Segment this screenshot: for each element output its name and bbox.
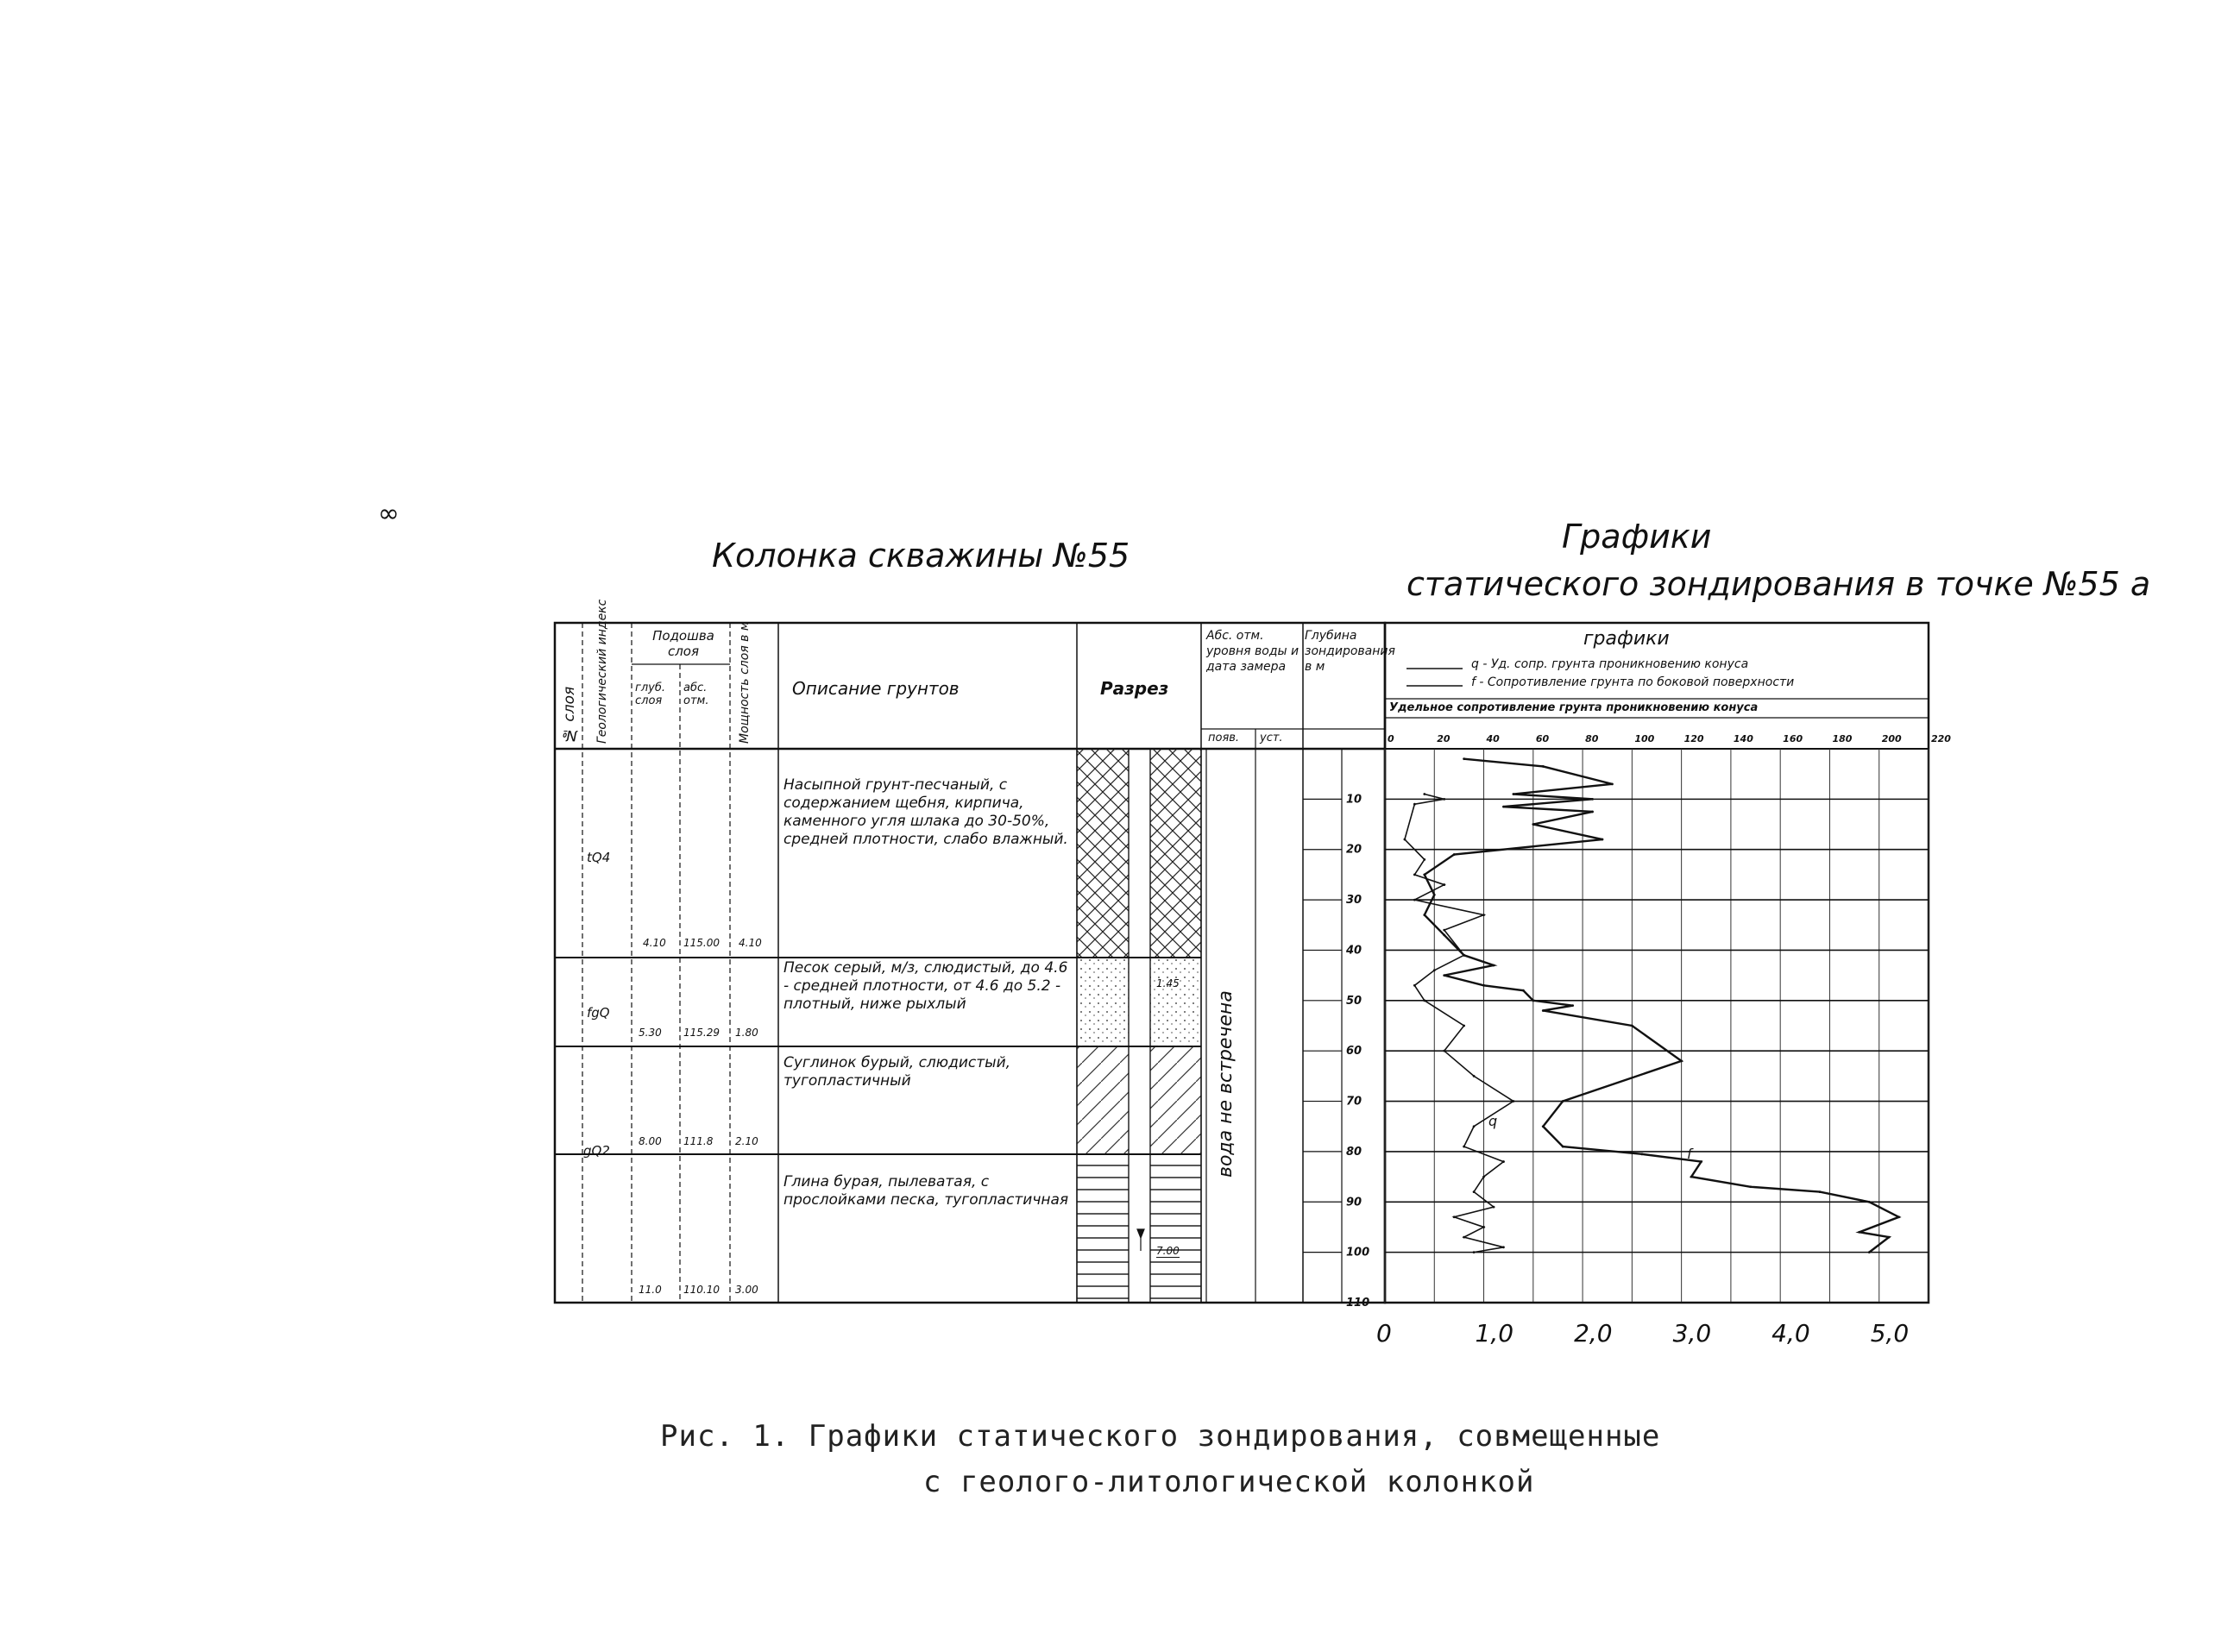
series-q-point-24 [1562,1100,1564,1102]
layer-2-thickness: 1.80 [735,1027,758,1039]
series-q-point-18 [1522,989,1525,992]
layer-1-index: tQ4 [587,850,611,865]
layer-3-description: Суглинок бурый, слюдистый, тугопластичный [783,1054,1011,1090]
depth-tick-10: 110 [1346,1297,1370,1310]
legend-label-f: f - Сопротивление грунта по боковой поверхности [1471,675,1795,689]
top-axis-label: Удельное сопротивление грунта проникновению конуса [1389,701,1759,714]
series-q-point-30 [1749,1185,1752,1188]
series-q-point-23 [1680,1059,1683,1062]
depth-tick-6: 70 [1346,1095,1362,1109]
layer-1-thickness: 4.10 [739,937,762,949]
layer-3-depth: 8.00 [639,1135,662,1147]
bottom-tick-1: 1,0 [1475,1319,1514,1347]
layer-2-description: Песок серый, м/з, слюдистый, до 4.6 - средней плотности, от 4.6 до 5.2 - плотный, ниже рыхлый [783,959,1068,1013]
header-water-sub-2: уст. [1260,732,1283,744]
series-f-point-26 [1463,1236,1465,1239]
series-f-point-22 [1473,1190,1476,1193]
depth-tick-9: 100 [1346,1246,1370,1259]
legend-symbol-q: q [1471,657,1479,671]
layer-3-abs: 111.8 [683,1135,714,1147]
series-q-point-11 [1433,894,1436,896]
charts-title-line-1: Графики [1562,518,1712,556]
legend-label-q: q - Уд. сопр. грунта проникновению конуса [1471,657,1749,671]
layer-3-index: gQ2 [583,1143,610,1159]
layer-4-description: Глина бурая, пылеватая, с прослойками песка, тугопластичная [783,1173,1069,1209]
legend-text-f: Сопротивление грунта по боковой поверхности [1487,675,1795,689]
series-q-point-31 [1819,1190,1822,1193]
series-q-point-7 [1532,823,1534,826]
layer-2-abs: 115.29 [683,1027,720,1039]
series-f-point-18 [1473,1125,1476,1128]
series-q-point-32 [1868,1201,1871,1203]
section-mark-1: 1.45 [1156,977,1180,989]
series-q-point-22 [1631,1025,1633,1027]
q-curve-label: q [1488,1113,1498,1129]
series-f-point-4 [1423,858,1425,861]
layer-1-description: Насыпной грунт-песчаный, с содержанием щебня, кирпича, каменного угля шлака до 30-50%, средней плотности, слабо влажный. [783,776,1068,848]
layer-3-thickness: 2.10 [735,1135,758,1147]
water-note: вода не встречена [1215,990,1237,1178]
series-q-point-26 [1562,1146,1564,1148]
series-q-point-3 [1513,793,1515,795]
chart-ticks [1345,733,1951,1347]
layer-2-index: fgQ [587,1005,610,1021]
series-f-point-14 [1463,1025,1465,1027]
depth-tick-2: 30 [1346,894,1362,908]
series-f-point-8 [1482,914,1485,916]
top-tick-8: 160 [1783,733,1803,744]
series-f-point-9 [1443,929,1445,932]
series-f-point-28 [1473,1251,1476,1253]
top-tick-10: 200 [1881,733,1902,744]
series-f-point-16 [1473,1075,1476,1077]
figure-caption-line-2: с геолого-литологической колонкой [923,1465,1535,1499]
series-q-point-29 [1690,1176,1693,1178]
top-tick-5: 100 [1634,733,1655,744]
column-title: Колонка скважины №55 [712,537,1130,575]
layer-4-thickness: 3.00 [735,1284,758,1296]
bottom-tick-4: 4,0 [1771,1319,1810,1347]
series-f-point-19 [1463,1146,1465,1148]
series-q-point-36 [1868,1251,1871,1253]
series-q-point-19 [1532,999,1534,1002]
series-q-point-0 [1463,757,1465,760]
series-q-point-25 [1542,1125,1545,1128]
series-q-point-35 [1888,1236,1891,1239]
legend-text-q: Уд. сопр. грунта проникновению конуса [1490,657,1749,671]
section-mark-2: 7.00 [1156,1245,1180,1257]
series-f-point-27 [1502,1246,1505,1248]
top-tick-0: 0 [1388,733,1394,744]
depth-tick-0: 10 [1346,793,1362,807]
f-curve-label: f [1687,1146,1692,1162]
depth-tick-1: 20 [1346,843,1362,857]
layer-2-depth: 5.30 [639,1027,662,1039]
header-sole: Подошва слоя [652,628,714,659]
depth-tick-7: 80 [1346,1145,1362,1159]
series-q-point-12 [1423,914,1425,916]
corner-mark: ∞ [378,499,400,529]
header-sole-depth: глуб. слоя [635,682,665,707]
bottom-tick-2: 2,0 [1574,1319,1613,1347]
series-q-point-16 [1443,974,1445,977]
header-water-sub-1: появ. [1208,732,1240,744]
series-f-point-15 [1443,1050,1445,1052]
series-q-point-6 [1591,811,1594,813]
series-q-point-33 [1897,1215,1900,1218]
series-f-point-1 [1443,798,1445,801]
series-q-point-2 [1611,782,1614,785]
series-f-point-17 [1513,1100,1515,1102]
series-q-point-21 [1542,1009,1545,1012]
top-tick-3: 60 [1535,733,1550,744]
depth-tick-3: 40 [1346,944,1362,958]
series-q-point-1 [1542,765,1545,768]
chart-frame [1385,623,1929,1303]
layer-1-depth: 4.10 [643,937,666,949]
series-q-point-8 [1602,839,1604,841]
series-q-point-34 [1858,1231,1860,1234]
charts-title-line-2: статического зондирования в точке №55 а [1406,565,2151,603]
layer-1-abs: 115.00 [683,937,720,949]
series-q-point-9 [1453,853,1456,856]
series-q-point-4 [1591,798,1594,801]
series-f-point-11 [1433,969,1436,971]
top-tick-4: 80 [1585,733,1599,744]
chart-title: графики [1583,628,1670,650]
figure-caption-line-1: Рис. 1. Графики статического зондирования, совмещенные [660,1419,1661,1454]
depth-tick-5: 60 [1346,1045,1362,1058]
series-q-point-27 [1640,1153,1643,1155]
series-f-point-0 [1423,793,1425,795]
series-f-point-25 [1482,1226,1485,1228]
chart-grid [1303,749,1929,1303]
bottom-tick-0: 0 [1376,1319,1392,1347]
series-q-point-13 [1443,934,1445,937]
series-q-point-28 [1700,1160,1702,1163]
top-tick-2: 40 [1486,733,1500,744]
series-f-point-23 [1493,1206,1495,1209]
header-geo-index: Геологический индекс [595,599,609,744]
series-f-point-12 [1413,984,1416,987]
top-tick-1: 20 [1437,733,1451,744]
series-q-line [1425,759,1899,1253]
series-f-point-6 [1443,883,1445,886]
series-f-point-3 [1404,839,1406,841]
section-fills [1077,749,1201,1303]
series-f-line [1405,795,1513,1253]
series-f-point-7 [1413,899,1416,901]
series-f-point-20 [1502,1160,1505,1163]
depth-tick-4: 50 [1346,994,1362,1008]
top-tick-9: 180 [1832,733,1853,744]
depth-tick-8: 90 [1346,1196,1362,1209]
top-tick-7: 140 [1733,733,1753,744]
header-water: Абс. отм. уровня воды и дата замера [1206,629,1299,674]
header-sole-abs: абс. отм. [683,682,709,707]
series-f-point-2 [1413,803,1416,806]
series-q-point-15 [1493,964,1495,967]
series-q-point-5 [1502,806,1505,808]
legend-symbol-f: f [1471,675,1476,689]
header-probe-depth: Глубина зондирования в м [1305,629,1395,674]
series-f-point-10 [1463,954,1465,957]
series-q-point-10 [1423,874,1425,876]
series-q-point-20 [1571,1004,1574,1007]
header-layer-no: № слоя [561,686,578,744]
series-q-point-17 [1482,984,1485,987]
series-f-point-5 [1413,874,1416,876]
layer-4-abs: 110.10 [683,1284,720,1296]
bottom-tick-3: 3,0 [1672,1319,1712,1347]
chart-series [1404,757,1901,1253]
header-thickness: Мощность слоя в м [738,621,752,744]
header-section: Разрез [1100,678,1169,699]
header-description: Описание грунтов [792,678,960,699]
series-f-point-21 [1482,1176,1485,1178]
series-f-point-13 [1423,999,1425,1002]
top-tick-6: 120 [1683,733,1704,744]
series-f-point-24 [1453,1215,1456,1218]
bottom-tick-5: 5,0 [1870,1319,1910,1347]
layer-4-depth: 11.0 [639,1284,662,1296]
top-tick-11: 220 [1931,733,1951,744]
